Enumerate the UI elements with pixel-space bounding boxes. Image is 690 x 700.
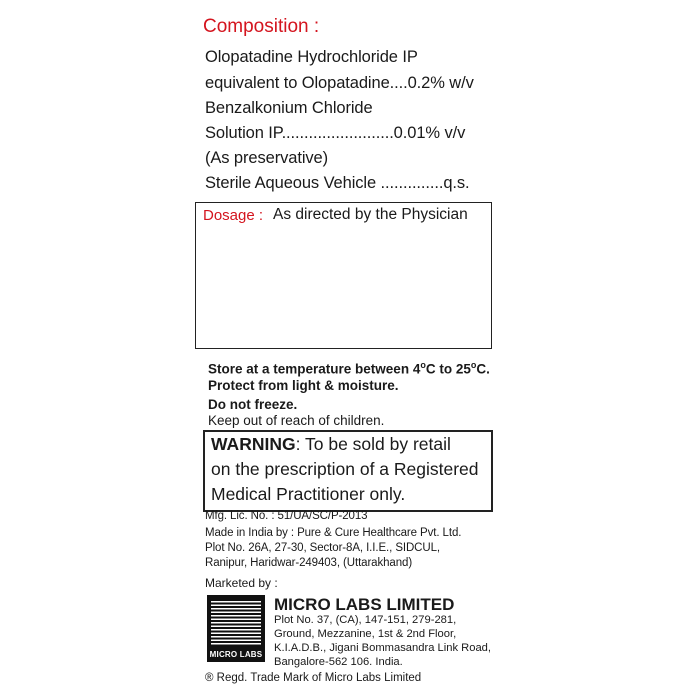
company-name: MICRO LABS LIMITED [274,595,455,614]
composition-line: Benzalkonium Chloride [205,99,373,117]
composition-line: (As preservative) [205,149,329,167]
company-address-line: Bangalore-562 106. India. [274,656,403,668]
trademark-notice: ® Regd. Trade Mark of Micro Labs Limited [205,672,422,684]
company-address-line: K.I.A.D.B., Jigani Bommasandra Link Road, [274,642,492,654]
wave-lines-icon [211,599,261,645]
company-address-line: Plot No. 37, (CA), 147-151, 279-281, [274,614,457,626]
company-address-line: Ground, Mezzanine, 1st & 2nd Floor, [274,628,457,640]
warning-line: on the prescription of a Registered [211,459,479,479]
composition-line: Solution IP.........................0.01% v/v [205,124,466,142]
warning-label: WARNING [211,434,296,454]
manufacturer-line: Ranipur, Haridwar-249403, (Uttarakhand) [205,557,413,569]
storage-protect: Protect from light & moisture. [208,378,399,393]
dosage-label: Dosage : [203,207,264,224]
warning-box [203,430,493,512]
warning-line: WARNING: To be sold by retail [211,434,451,454]
warning-line: Medical Practitioner only. [211,484,406,504]
dosage-text: As directed by the Physician [273,206,468,223]
storage-children: Keep out of reach of children. [208,413,385,428]
composition-line: equivalent to Olopatadine....0.2% w/v [205,74,474,92]
composition-title: Composition : [203,16,320,37]
dosage-box [195,202,492,349]
storage-temperature: Store at a temperature between 4$^o$C to 25$^o$C. [208,360,490,377]
composition-line: Olopatadine Hydrochloride IP [205,48,418,66]
micro-labs-logo [207,595,265,662]
logo-text: MICRO LABS [209,650,263,659]
storage-freeze: Do not freeze. [208,397,298,412]
composition-line: Sterile Aqueous Vehicle ..............q.s. [205,174,470,192]
mfg-license: Mfg. Lic. No. : 51/UA/SC/P-2013 [205,510,368,522]
manufacturer-line: Made in India by : Pure & Cure Healthcare Pvt. Ltd. [205,527,462,539]
label-panel [195,10,495,690]
manufacturer-line: Plot No. 26A, 27-30, Sector-8A, I.I.E., SIDCUL, [205,542,440,554]
marketed-by-label: Marketed by : [205,576,278,590]
